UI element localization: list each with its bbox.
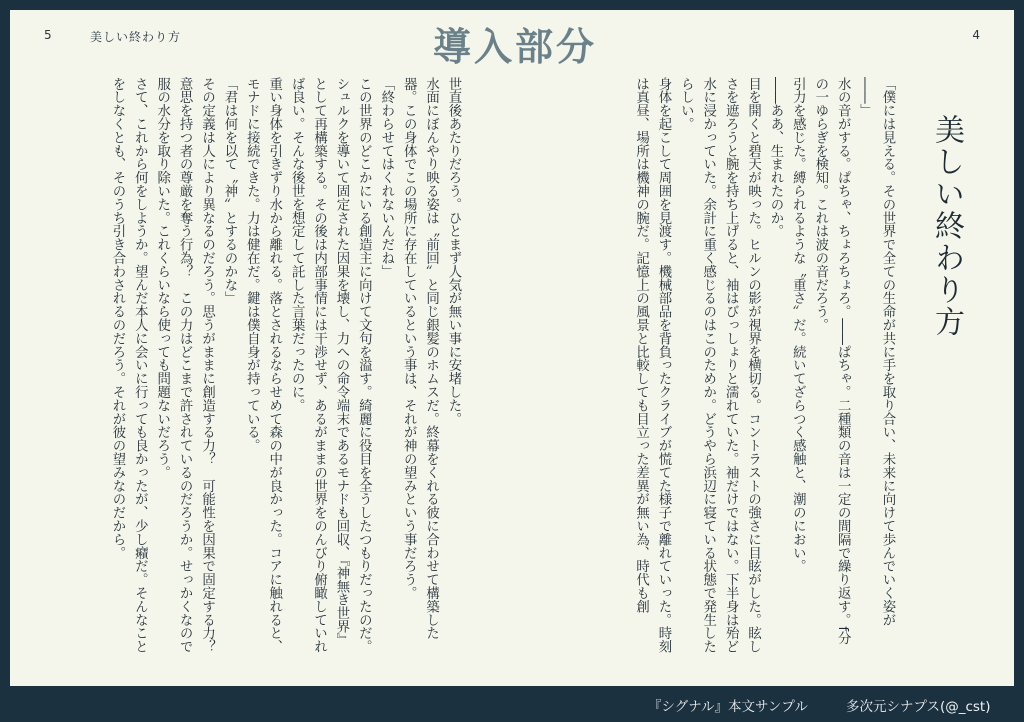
body-paragraph: 引力を感じた。縛られるような〝重さ〟だ。続いてざらつく感触と、潮のにおい。 bbox=[790, 77, 806, 573]
body-paragraph: 重い身体を引きずり水から離れる。落とされるならせめて森の中が良かった。コアに触れると、モナドに接続できた。力は健在だ。鍵は僕自身が持っている。 bbox=[244, 77, 282, 654]
body-paragraph: 「君は何を以て〝神〟とするのかな」 bbox=[221, 77, 237, 305]
body-paragraph: 目を開くと碧天が映った。ヒルンの影が視界を横切る。コントラストの強さに目眩がした。眩しさを遮ろうと腕を持ち上げると、袖はびっしょりと濡れていた。袖だけではない。下半身は殆ど水に浸かっていた。余計に重く感じるのはこのためか。どうやら浜辺に寝ている状態で発生したらしい。 bbox=[678, 77, 761, 654]
running-title: 美しい終わり方 bbox=[90, 30, 182, 44]
body-paragraph: 水面にぼんやり映る姿は〝前回〟と同じ銀髪のホムスだ。終幕をくれる彼に合わせて構築した器。この身体でこの場所に存在しているという事は、それが神の望みという事だろう。 bbox=[401, 77, 439, 640]
body-paragraph: その定義は人により異なるのだろう。思うがままに創造する力？ 可能性を因果で固定する力？ 意思を持つ者の尊厳を奪う行為？ この力はどこまで許されているのだろうか。せっかくなので服の水分を取り除いた。これくらいなら使っても問題ないだろう。 bbox=[154, 77, 215, 667]
body-paragraph: 身体を起こして周囲を見渡す。機械部品を背負ったクライブが慌てた様子で離れていった。時刻は真昼、場所は機神の腕だ。記憶上の風景と比較しても目立った差異が無い為、時代も創 bbox=[633, 77, 671, 654]
body-paragraph: 水の音がする。ぱちゃ、ちょろちょろ。――ぱちゃ。二種類の音は一定の間隔で繰り返す。f分の一ゆらぎを検知。これは波の音だろう。 bbox=[812, 77, 851, 645]
left-page-body bbox=[44, 77, 464, 667]
body-paragraph: さて、これから何をしようか。望んだ本人に会いに行っても良かったが、少し癪だ。そんなことをしなくとも、そのうち引き合わされるのだろう。それが彼の望みなのだから。 bbox=[109, 77, 148, 654]
body-paragraph: この世界のどこかにいる創造主に向けて文句を溢す。綺麗に役目を全うしたつもりだったのだ。シュルクを導いて固定された因果を壊し、力への命令端末であるモナドも回収、『神無き世界』として再構築する。その後は内部事情には干渉せず、あるがままの世界をのんびり俯瞰していれば良い。そんな後世を想定して託した言葉だったのに。 bbox=[289, 77, 372, 654]
body-paragraph: 「僕には見える。その世界で全ての生命が共に手を取り合い、未来に向けて歩んでいく姿が――」 bbox=[857, 77, 895, 627]
left-page-number: 5 bbox=[44, 28, 52, 42]
body-paragraph: 「終わらせてはくれないんだね」 bbox=[378, 77, 394, 278]
book-spread bbox=[10, 10, 1014, 686]
chapter-title: 美しい終わり方 bbox=[929, 114, 964, 338]
footer-author: 多次元シナプス(@_cst) bbox=[846, 699, 991, 715]
right-page-body bbox=[588, 77, 898, 657]
body-paragraph: ――ああ、生まれたのか。 bbox=[767, 77, 783, 238]
footer-book-title: 『シグナル』本文サンプル bbox=[648, 699, 808, 715]
right-page-number: 4 bbox=[972, 28, 980, 42]
section-heading: 導入部分 bbox=[432, 25, 597, 69]
body-paragraph: 世直後あたりだろう。ひとまず人気が無い事に安堵した。 bbox=[446, 77, 461, 426]
footer-bar bbox=[0, 686, 1024, 722]
